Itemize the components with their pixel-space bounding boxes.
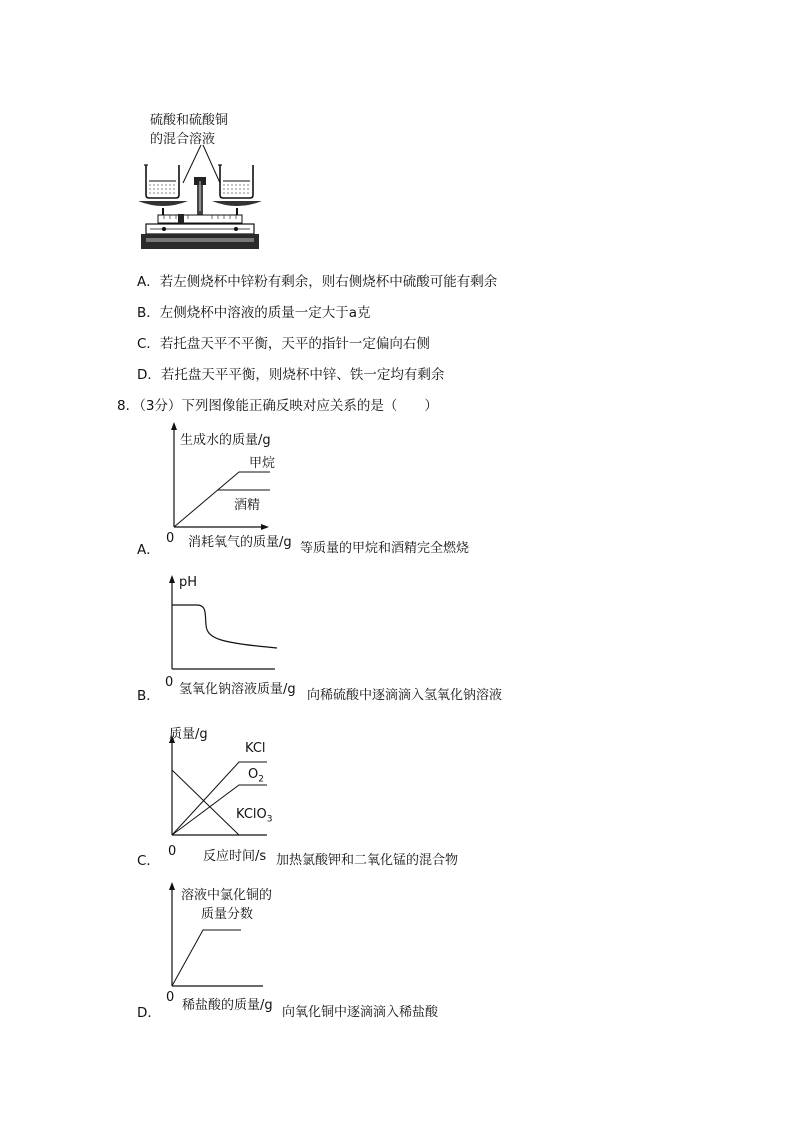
graph-c-kclo3-line — [172, 770, 239, 835]
balance-diagram — [138, 145, 278, 255]
graph-c-origin: 0 — [168, 844, 177, 859]
graph-b-ph-curve — [172, 605, 277, 648]
graph-a-xlabel: 消耗氧气的质量/g — [188, 535, 292, 550]
graph-c-caption: 加热氯酸钾和二氧化锰的混合物 — [276, 853, 459, 868]
graph-d-xlabel: 稀盐酸的质量/g — [182, 998, 273, 1013]
graph-d-curve — [172, 930, 241, 986]
graph-b-letter: B． — [137, 688, 160, 704]
graph-d-ylabel-line1: 溶液中氯化铜的 — [181, 888, 273, 903]
q7-option-d: D．若托盘天平平衡，则烧杯中锌、铁一定均有剩余 — [137, 367, 445, 383]
graph-c-xlabel: 反应时间/s — [203, 849, 267, 864]
balance-label-line2: 的混合溶液 — [150, 132, 216, 147]
graph-b-ylabel: pH — [179, 575, 198, 590]
graph-c-series-kclo3: KClO$_3$ — [236, 807, 273, 825]
graph-c-series-kcl: KCl — [245, 741, 266, 756]
q7-option-c: C．若托盘天平不平衡，天平的指针一定偏向右侧 — [137, 336, 430, 352]
graph-c-letter: C． — [137, 853, 160, 869]
graph-d-ylabel-line2: 质量分数 — [201, 907, 254, 922]
balance-label-line1: 硫酸和硫酸铜 — [150, 113, 229, 128]
graph-a-origin: 0 — [166, 531, 175, 546]
question-8-stem: 8．（3分）下列图像能正确反映对应关系的是（ ） — [117, 398, 438, 414]
graph-d-letter: D． — [137, 1005, 161, 1021]
q7-option-b: B．左侧烧杯中溶液的质量一定大于a克 — [137, 305, 371, 321]
graph-a-caption: 等质量的甲烷和酒精完全燃烧 — [300, 541, 470, 556]
graph-c-ylabel: 质量/g — [169, 727, 208, 742]
graph-a-series-methane: 甲烷 — [249, 456, 276, 471]
graph-a-letter: A． — [137, 542, 160, 558]
graph-b-origin: 0 — [165, 675, 174, 690]
graph-d-origin: 0 — [166, 990, 175, 1005]
graph-d-caption: 向氧化铜中逐滴滴入稀盐酸 — [282, 1005, 439, 1020]
graph-a-ylabel: 生成水的质量/g — [180, 433, 271, 448]
graph-a-series-ethanol: 酒精 — [234, 498, 261, 513]
graph-c-series-o2: $O_2$ — [248, 767, 264, 785]
q7-option-a: A．若左侧烧杯中锌粉有剩余，则右侧烧杯中硫酸可能有剩余 — [137, 274, 498, 290]
graph-b-xlabel: 氢氧化钠溶液质量/g — [179, 682, 296, 697]
graph-b-caption: 向稀硫酸中逐滴滴入氢氧化钠溶液 — [307, 688, 503, 703]
